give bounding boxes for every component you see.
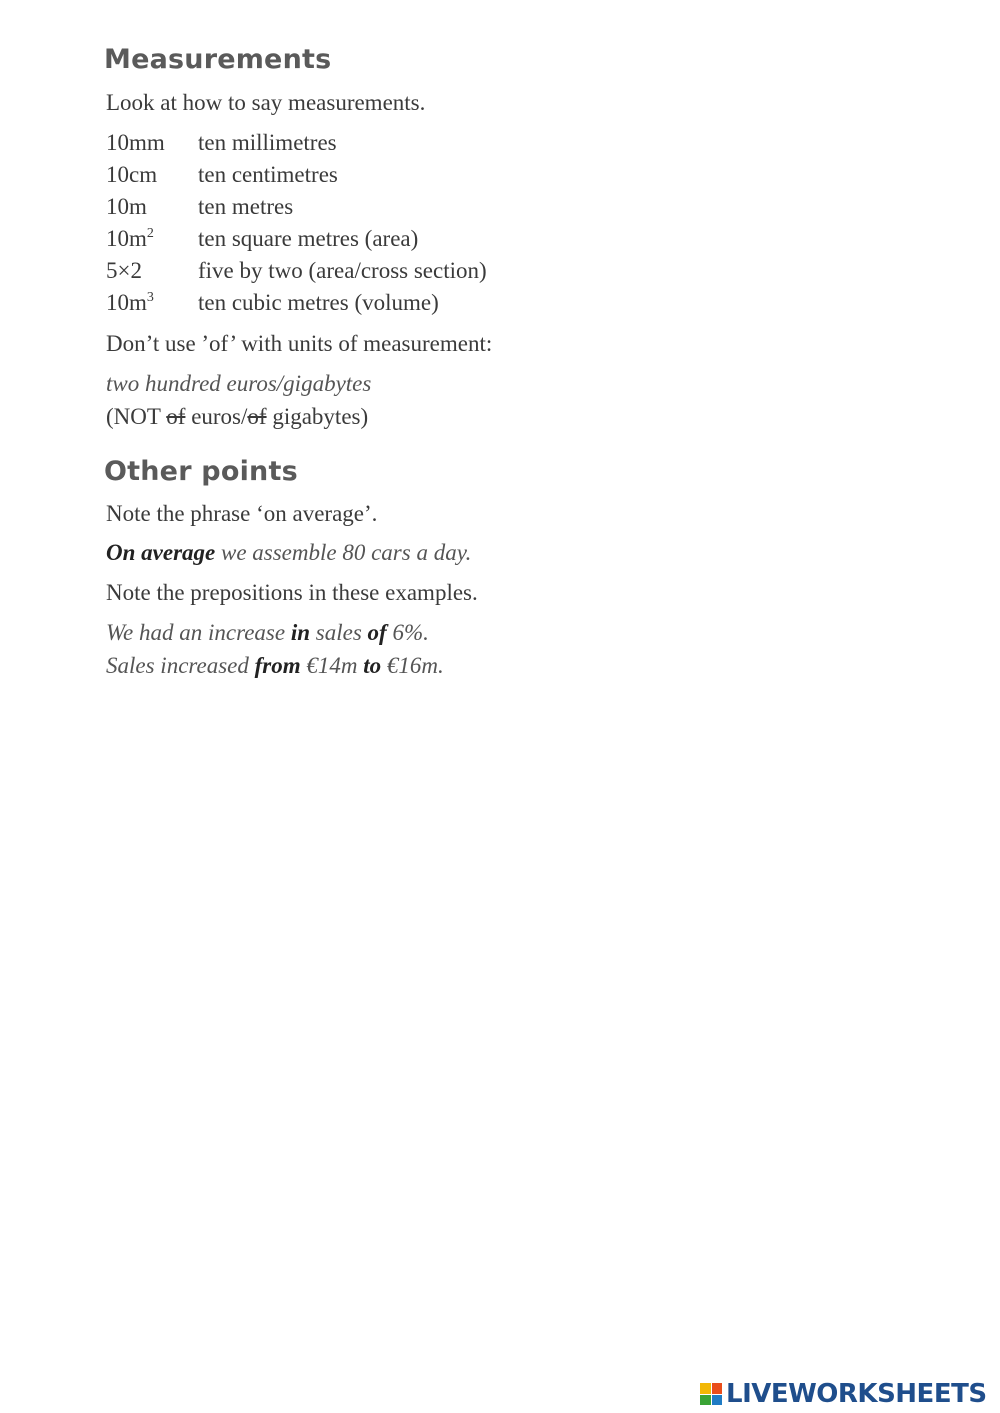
measurement-abbr: 5×2 — [106, 258, 142, 283]
measurement-abbr: 10m — [106, 194, 147, 219]
bold-preposition: from — [254, 653, 301, 678]
not-example-part: gigabytes) — [266, 404, 369, 429]
other-note-2: Note the prepositions in these examples. — [106, 580, 478, 605]
measurement-desc: ten metres — [198, 194, 294, 219]
example-text: 6%. — [386, 620, 429, 645]
other-points-heading: Other points — [104, 456, 298, 487]
measurements-example: two hundred euros/gigabytes — [106, 371, 372, 396]
measurement-desc: ten square metres (area) — [198, 226, 419, 251]
example-text: We had an increase — [106, 620, 291, 645]
not-example-part: euros/ — [185, 404, 248, 429]
example-text: €14m — [300, 653, 364, 678]
other-example-3 — [106, 654, 444, 677]
measurements-note: Don’t use ’of’ with units of measurement: — [106, 331, 493, 356]
measurement-desc: five by two (area/cross section) — [198, 258, 487, 283]
measurement-superscript: 3 — [146, 290, 154, 305]
logo-text: LIVEWORKSHEETS — [726, 1379, 987, 1409]
measurement-desc: ten centimetres — [198, 162, 338, 187]
bold-preposition: to — [363, 653, 382, 678]
example-text: €16m. — [381, 653, 444, 678]
measurement-desc: ten millimetres — [198, 130, 337, 155]
measurements-heading: Measurements — [104, 44, 332, 75]
other-note-1: Note the phrase ‘on average’. — [106, 501, 378, 526]
measurement-abbr: 10m — [106, 226, 147, 251]
bold-preposition: in — [290, 620, 311, 645]
struck-word: of — [247, 404, 267, 429]
other-example-1 — [106, 541, 471, 564]
example-text: Sales increased — [106, 653, 255, 678]
not-example-part: (NOT — [106, 404, 167, 429]
example-text: sales — [310, 620, 368, 645]
other-example-2 — [106, 621, 429, 644]
logo-mark-icon — [700, 1383, 722, 1405]
measurement-abbr: 10mm — [106, 130, 165, 155]
struck-word: of — [166, 404, 186, 429]
example-text: we assemble 80 cars a day. — [215, 540, 472, 565]
bold-phrase: On average — [106, 540, 216, 565]
liveworksheets-logo[interactable] — [700, 1380, 987, 1408]
measurements-not-example — [106, 405, 368, 428]
measurements-intro: Look at how to say measurements. — [106, 90, 426, 115]
bold-preposition: of — [367, 620, 387, 645]
measurement-desc: ten cubic metres (volume) — [198, 290, 439, 315]
measurement-abbr: 10cm — [106, 162, 158, 187]
measurement-superscript: 2 — [146, 226, 154, 241]
measurement-abbr: 10m — [106, 290, 147, 315]
